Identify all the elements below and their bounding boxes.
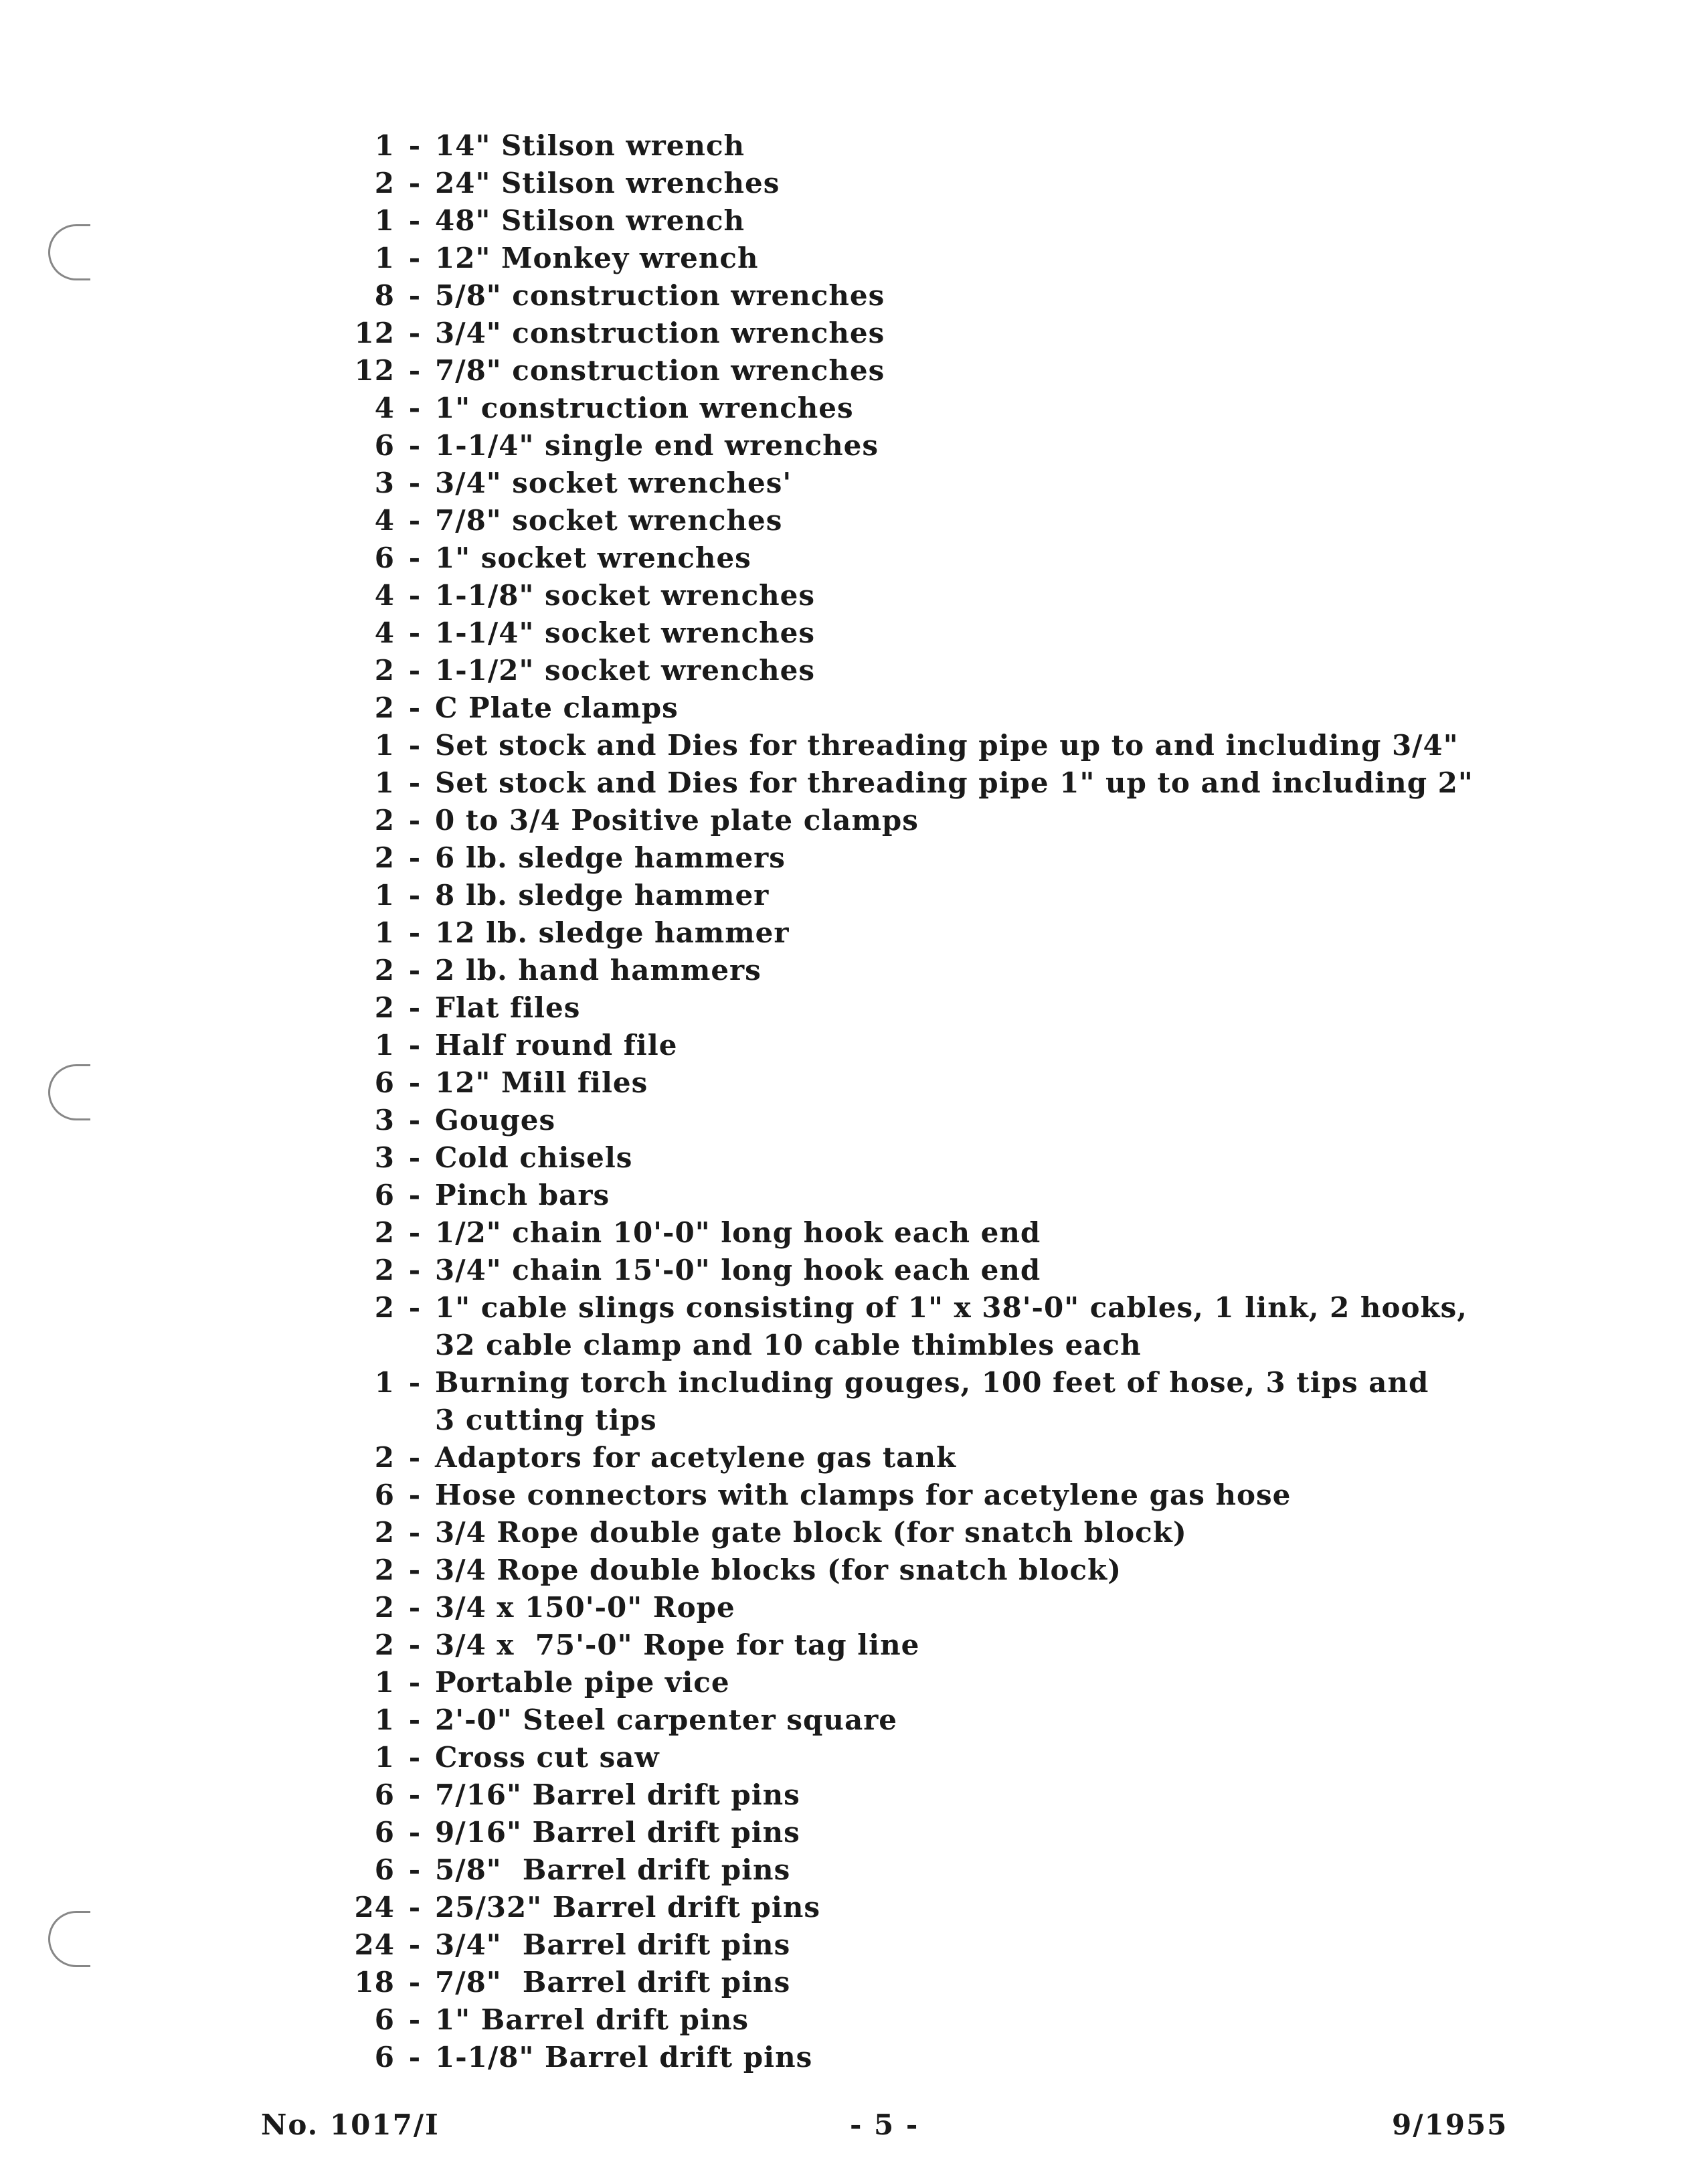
item-description: 1-1/4" socket wrenches (435, 616, 816, 649)
item-separator: - (408, 129, 422, 162)
item-quantity: 6 (374, 429, 395, 462)
list-item (348, 315, 1552, 352)
list-item (348, 539, 1552, 577)
item-quantity: 4 (374, 579, 395, 612)
item-separator: - (408, 1104, 422, 1137)
item-quantity: 3 (374, 1104, 395, 1137)
item-quantity: 4 (374, 616, 395, 649)
item-separator: - (408, 392, 422, 424)
item-separator: - (408, 1853, 422, 1886)
item-description: Cross cut saw (435, 1741, 660, 1774)
item-description: 5/8" construction wrenches (435, 279, 885, 312)
item-separator: - (408, 916, 422, 949)
list-item (348, 1064, 1552, 1102)
item-description: 1" Barrel drift pins (435, 2003, 749, 2036)
item-separator: - (408, 1029, 422, 1062)
list-item (348, 240, 1552, 277)
item-description: 3/4 Rope double gate block (for snatch block) (435, 1516, 1187, 1549)
item-quantity: 2 (374, 167, 395, 199)
binder-hole-mark (48, 1911, 90, 1967)
item-separator: - (408, 429, 422, 462)
item-description: 12" Monkey wrench (435, 242, 759, 274)
item-description: 2'-0" Steel carpenter square (435, 1703, 898, 1736)
item-description: 3/4 Rope double blocks (for snatch block) (435, 1553, 1122, 1586)
item-description: 3/4 x 150'-0" Rope (435, 1591, 735, 1624)
item-quantity: 1 (374, 729, 395, 762)
item-quantity: 2 (374, 654, 395, 687)
item-quantity: 6 (374, 1853, 395, 1886)
item-quantity: 2 (374, 841, 395, 874)
item-separator: - (408, 2003, 422, 2036)
list-item (348, 952, 1552, 989)
item-quantity: 2 (374, 1441, 395, 1474)
item-quantity: 1 (374, 766, 395, 799)
item-separator: - (408, 1254, 422, 1286)
item-quantity: 2 (374, 1291, 395, 1324)
item-quantity: 6 (374, 1816, 395, 1849)
item-quantity: 1 (374, 1741, 395, 1774)
item-quantity: 3 (374, 467, 395, 499)
item-description: 7/8" Barrel drift pins (435, 1966, 791, 1999)
item-quantity: 1 (374, 204, 395, 237)
item-description: 3/4" construction wrenches (435, 317, 885, 349)
item-separator: - (408, 541, 422, 574)
item-description: 5/8" Barrel drift pins (435, 1853, 791, 1886)
item-separator: - (408, 879, 422, 912)
item-quantity: 1 (374, 916, 395, 949)
item-quantity: 12 (354, 317, 395, 349)
item-description: Set stock and Dies for threading pipe 1" up to and including 2" (435, 766, 1474, 799)
document-number: No. 1017/I (261, 2108, 440, 2141)
item-description: Burning torch including gouges, 100 feet of hose, 3 tips and 3 cutting tips (435, 1366, 1429, 1436)
item-separator: - (408, 354, 422, 387)
item-quantity: 2 (374, 954, 395, 987)
item-description: 3/4 x 75'-0" Rope for tag line (435, 1628, 920, 1661)
item-description: 3/4" chain 15'-0" long hook each end (435, 1254, 1041, 1286)
item-quantity: 24 (354, 1891, 395, 1924)
list-item (348, 1964, 1552, 2001)
item-separator: - (408, 766, 422, 799)
item-separator: - (408, 1516, 422, 1549)
list-item (348, 727, 1552, 764)
item-description: Hose connectors with clamps for acetylene gas hose (435, 1479, 1292, 1511)
list-item (348, 614, 1552, 652)
item-separator: - (408, 1291, 422, 1324)
list-item (348, 1252, 1552, 1289)
item-description: 1-1/4" single end wrenches (435, 429, 879, 462)
item-description: 3/4" socket wrenches' (435, 467, 792, 499)
list-item (348, 202, 1552, 240)
item-separator: - (408, 616, 422, 649)
item-quantity: 1 (374, 1666, 395, 1699)
item-description: 12" Mill files (435, 1066, 648, 1099)
list-item (348, 165, 1552, 202)
list-item (348, 1177, 1552, 1214)
item-description: 9/16" Barrel drift pins (435, 1816, 800, 1849)
item-quantity: 18 (354, 1966, 395, 1999)
list-item (348, 689, 1552, 727)
item-quantity: 12 (354, 354, 395, 387)
item-separator: - (408, 1179, 422, 1211)
item-separator: - (408, 1366, 422, 1399)
list-item (348, 989, 1552, 1027)
list-item (348, 1551, 1552, 1589)
item-separator: - (408, 1741, 422, 1774)
item-separator: - (408, 691, 422, 724)
item-separator: - (408, 1816, 422, 1849)
item-separator: - (408, 1891, 422, 1924)
item-quantity: 4 (374, 504, 395, 537)
item-quantity: 6 (374, 2003, 395, 2036)
list-item (348, 277, 1552, 315)
list-item (348, 127, 1552, 165)
item-description: 14" Stilson wrench (435, 129, 745, 162)
item-description: 0 to 3/4 Positive plate clamps (435, 804, 919, 837)
item-description: Adaptors for acetylene gas tank (435, 1441, 957, 1474)
item-description: 7/8" construction wrenches (435, 354, 885, 387)
item-quantity: 1 (374, 879, 395, 912)
list-item (348, 1589, 1552, 1626)
item-separator: - (408, 2041, 422, 2074)
item-separator: - (408, 1553, 422, 1586)
list-item (348, 1664, 1552, 1701)
item-quantity: 8 (374, 279, 395, 312)
list-item (348, 1289, 1552, 1364)
item-description: 7/8" socket wrenches (435, 504, 783, 537)
item-quantity: 6 (374, 1179, 395, 1211)
item-description: 25/32" Barrel drift pins (435, 1891, 821, 1924)
list-item (348, 1364, 1552, 1439)
list-item (348, 1814, 1552, 1851)
item-separator: - (408, 841, 422, 874)
list-item (348, 465, 1552, 502)
item-description: 2 lb. hand hammers (435, 954, 762, 987)
list-item (348, 1739, 1552, 1776)
item-description: Gouges (435, 1104, 556, 1137)
item-description: Flat files (435, 991, 581, 1024)
item-separator: - (408, 804, 422, 837)
list-item (348, 1889, 1552, 1926)
item-separator: - (408, 1216, 422, 1249)
list-item (348, 1139, 1552, 1177)
item-separator: - (408, 167, 422, 199)
item-quantity: 1 (374, 129, 395, 162)
item-separator: - (408, 1778, 422, 1811)
list-item (348, 1851, 1552, 1889)
page-number: - 5 - (850, 2108, 919, 2141)
list-item (348, 2039, 1552, 2076)
item-separator: - (408, 317, 422, 349)
list-item (348, 1776, 1552, 1814)
list-item (348, 839, 1552, 877)
item-quantity: 6 (374, 1066, 395, 1099)
list-item (348, 352, 1552, 390)
item-quantity: 6 (374, 541, 395, 574)
item-separator: - (408, 1966, 422, 1999)
item-quantity: 3 (374, 1141, 395, 1174)
item-separator: - (408, 204, 422, 237)
item-description: 1-1/8" socket wrenches (435, 579, 816, 612)
item-quantity: 24 (354, 1928, 395, 1961)
item-separator: - (408, 729, 422, 762)
item-quantity: 2 (374, 1216, 395, 1249)
list-item (348, 1214, 1552, 1252)
item-separator: - (408, 654, 422, 687)
list-item (348, 427, 1552, 465)
item-description: 24" Stilson wrenches (435, 167, 780, 199)
list-item (348, 652, 1552, 689)
item-description: Pinch bars (435, 1179, 610, 1211)
binder-hole-mark (48, 1064, 90, 1120)
list-item (348, 2001, 1552, 2039)
item-quantity: 2 (374, 1254, 395, 1286)
item-description: 7/16" Barrel drift pins (435, 1778, 800, 1811)
item-separator: - (408, 1666, 422, 1699)
list-item (348, 1027, 1552, 1064)
item-description: 3/4" Barrel drift pins (435, 1928, 791, 1961)
item-quantity: 6 (374, 1778, 395, 1811)
item-quantity: 6 (374, 2041, 395, 2074)
item-separator: - (408, 467, 422, 499)
list-item (348, 577, 1552, 614)
item-separator: - (408, 1591, 422, 1624)
list-item (348, 390, 1552, 427)
page-footer (0, 2108, 1691, 2149)
item-separator: - (408, 1441, 422, 1474)
item-description: Portable pipe vice (435, 1666, 730, 1699)
item-quantity: 2 (374, 1553, 395, 1586)
item-description: Cold chisels (435, 1141, 633, 1174)
item-quantity: 2 (374, 1628, 395, 1661)
list-item (348, 1701, 1552, 1739)
item-description: C Plate clamps (435, 691, 679, 724)
item-description: 6 lb. sledge hammers (435, 841, 786, 874)
item-separator: - (408, 242, 422, 274)
list-item (348, 1102, 1552, 1139)
item-separator: - (408, 954, 422, 987)
item-description: 48" Stilson wrench (435, 204, 745, 237)
binder-hole-mark (48, 224, 90, 280)
list-item (348, 764, 1552, 802)
item-separator: - (408, 991, 422, 1024)
item-quantity: 2 (374, 991, 395, 1024)
item-description: 1/2" chain 10'-0" long hook each end (435, 1216, 1041, 1249)
item-separator: - (408, 579, 422, 612)
item-description: 1" cable slings consisting of 1" x 38'-0" cables, 1 link, 2 hooks, 32 cable clamp and 10 cable thimbles each (435, 1291, 1467, 1361)
item-separator: - (408, 1066, 422, 1099)
list-item (348, 802, 1552, 839)
item-description: Set stock and Dies for threading pipe up to and including 3/4" (435, 729, 1459, 762)
item-description: 1" construction wrenches (435, 392, 854, 424)
item-description: 8 lb. sledge hammer (435, 879, 770, 912)
item-quantity: 1 (374, 1703, 395, 1736)
document-date: 9/1955 (1392, 2108, 1508, 2141)
item-separator: - (408, 1703, 422, 1736)
list-item (348, 1514, 1552, 1551)
item-separator: - (408, 1928, 422, 1961)
list-item (348, 502, 1552, 539)
list-item (348, 1626, 1552, 1664)
item-quantity: 2 (374, 1516, 395, 1549)
item-description: 1-1/8" Barrel drift pins (435, 2041, 813, 2074)
item-quantity: 6 (374, 1479, 395, 1511)
list-item (348, 1926, 1552, 1964)
item-quantity: 2 (374, 804, 395, 837)
item-separator: - (408, 504, 422, 537)
list-item (348, 1477, 1552, 1514)
item-quantity: 2 (374, 1591, 395, 1624)
item-quantity: 1 (374, 1029, 395, 1062)
item-description: Half round file (435, 1029, 678, 1062)
list-item (348, 1439, 1552, 1477)
item-description: 1" socket wrenches (435, 541, 751, 574)
item-quantity: 1 (374, 242, 395, 274)
item-quantity: 4 (374, 392, 395, 424)
item-description: 1-1/2" socket wrenches (435, 654, 816, 687)
item-separator: - (408, 1479, 422, 1511)
item-quantity: 2 (374, 691, 395, 724)
item-separator: - (408, 279, 422, 312)
item-separator: - (408, 1628, 422, 1661)
list-item (348, 914, 1552, 952)
item-separator: - (408, 1141, 422, 1174)
list-item (348, 877, 1552, 914)
item-description: 12 lb. sledge hammer (435, 916, 790, 949)
item-quantity: 1 (374, 1366, 395, 1399)
tool-list (348, 127, 1552, 2076)
